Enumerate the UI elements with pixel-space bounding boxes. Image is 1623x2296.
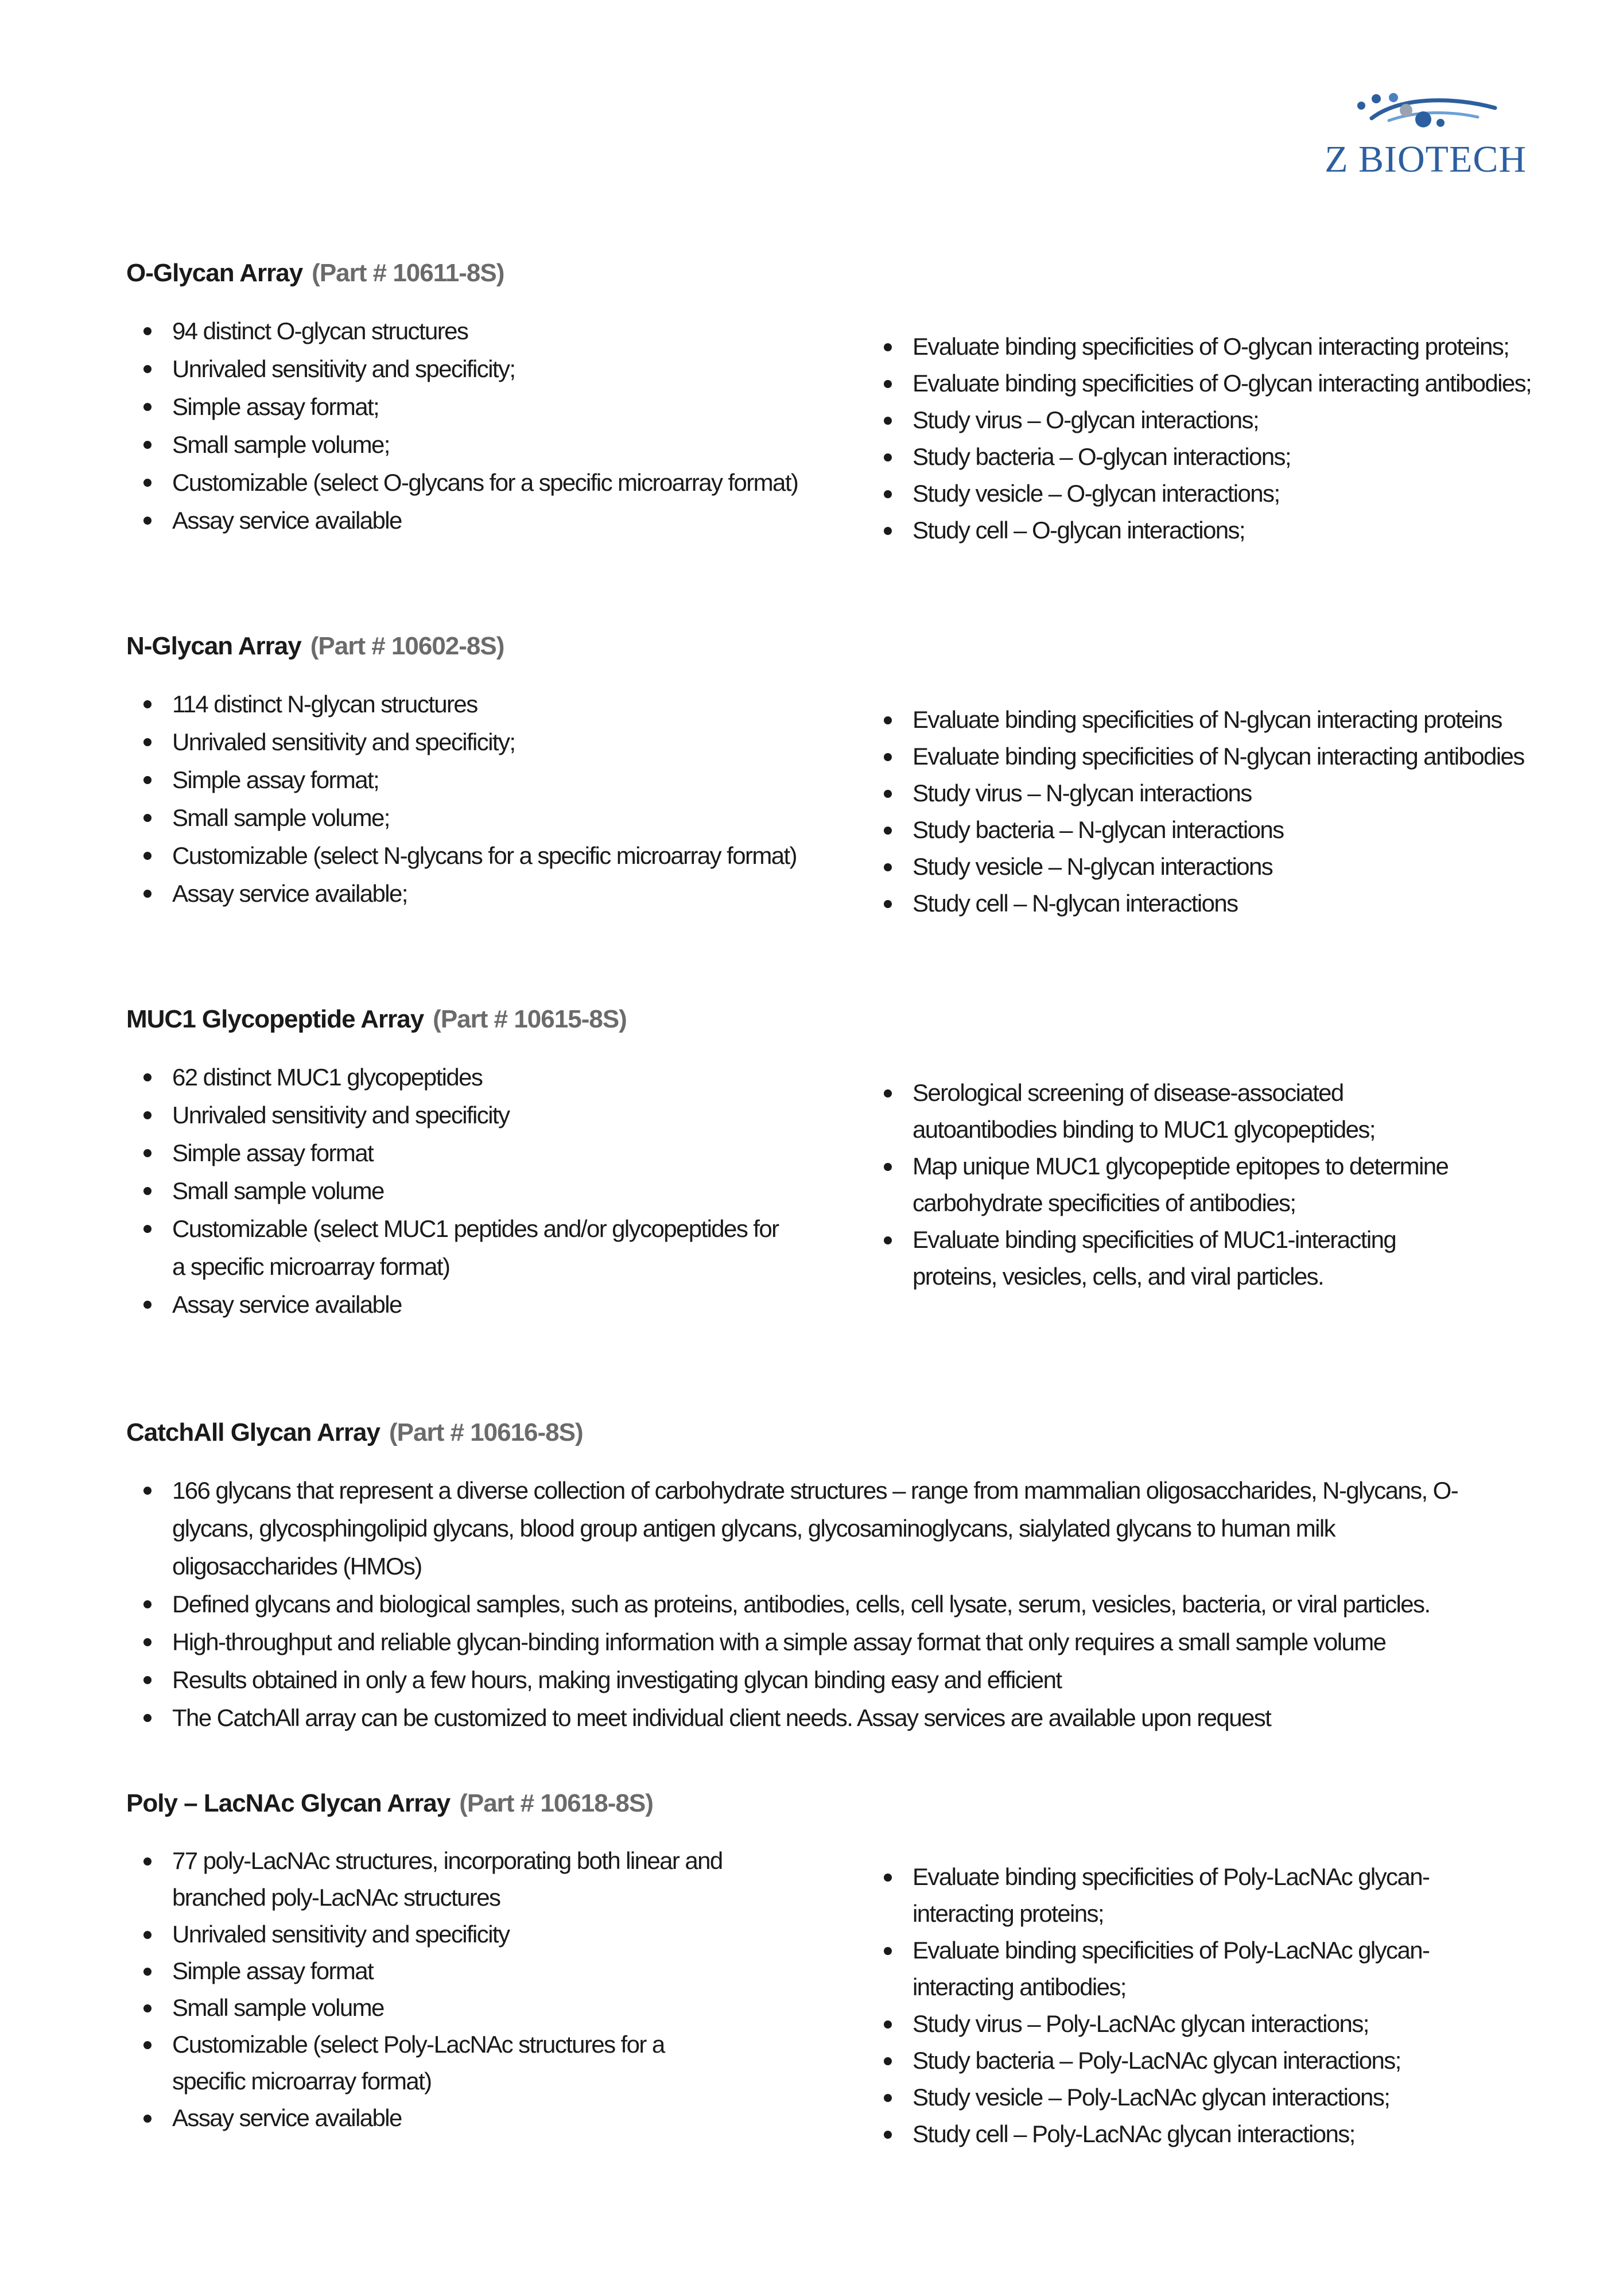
list-item: Evaluate binding specificities of Poly-LacNAc glycan-interacting antibodies;: [867, 1932, 1486, 2006]
list-item: Study cell – O-glycan interactions;: [867, 512, 1532, 549]
list-item: Evaluate binding specificities of N-glycan interacting antibodies: [867, 738, 1532, 775]
section-title: O-Glycan Array: [126, 259, 303, 287]
list-item: Study vesicle – Poly-LacNAc glycan interactions;: [867, 2079, 1486, 2116]
section-catchall-glycan-array: [126, 1417, 1515, 1731]
list-item: Study bacteria – O-glycan interactions;: [867, 439, 1532, 475]
features-list: [126, 1843, 735, 2136]
list-item: Study bacteria – N-glycan interactions: [867, 812, 1532, 848]
logo-wordmark: Z BIOTECH: [1325, 138, 1527, 180]
applications-list: [867, 701, 1532, 922]
list-item: Results obtained in only a few hours, making investigating glycan binding easy and efficient: [126, 1661, 1481, 1699]
section-title: CatchAll Glycan Array: [126, 1418, 380, 1446]
company-logo: [1314, 85, 1527, 183]
list-item: Defined glycans and biological samples, such as proteins, antibodies, cells, cell lysate, serum, vesicles, bacteria, or viral particles.: [126, 1585, 1481, 1623]
section-heading: [126, 630, 1515, 662]
list-item: 77 poly-LacNAc structures, incorporating both linear and branched poly-LacNAc structures: [126, 1843, 735, 1916]
list-item: Customizable (select MUC1 peptides and/or glycopeptides for a specific microarray format): [126, 1210, 786, 1286]
section-muc1-glycopeptide-array: [126, 1003, 1515, 1318]
list-item: Study vesicle – N-glycan interactions: [867, 848, 1532, 885]
list-item: Study virus – N-glycan interactions: [867, 775, 1532, 812]
list-item: 166 glycans that represent a diverse collection of carbohydrate structures – range from mammalian oligosaccharides, N-glycans, O-glycans, glycosphingolipid glycans, blood group antigen glycans, glycosaminoglycans, sialylated glycans to human milk oligosaccharides (HMOs): [126, 1472, 1481, 1585]
list-item: Simple assay format;: [126, 761, 815, 799]
list-item: Small sample volume: [126, 1989, 735, 2026]
list-item: Customizable (select N-glycans for a specific microarray format): [126, 837, 815, 875]
section-n-glycan-array: [126, 630, 1524, 917]
section-poly-lacnac-glycan-array: [126, 1787, 1515, 2147]
section-heading: [126, 1417, 1515, 1449]
list-item: Simple assay format;: [126, 388, 815, 426]
list-item: Study virus – Poly-LacNAc glycan interactions;: [867, 2006, 1486, 2042]
features-list: [126, 1472, 1481, 1737]
part-number: (Part # 10602-8S): [310, 632, 504, 660]
applications-list: [867, 1859, 1486, 2152]
section-o-glycan-array: [126, 257, 1532, 544]
section-title: Poly – LacNAc Glycan Array: [126, 1789, 451, 1817]
features-list: [126, 312, 815, 540]
list-item: The CatchAll array can be customized to meet individual client needs. Assay services are available upon request: [126, 1699, 1481, 1737]
list-item: Evaluate binding specificities of O-glycan interacting antibodies;: [867, 365, 1532, 402]
part-number: (Part # 10615-8S): [433, 1005, 627, 1033]
applications-list: [867, 1075, 1452, 1295]
list-item: Evaluate binding specificities of Poly-LacNAc glycan-interacting proteins;: [867, 1859, 1486, 1932]
list-item: Study bacteria – Poly-LacNAc glycan interactions;: [867, 2042, 1486, 2079]
section-heading: [126, 1787, 1515, 1820]
part-number: (Part # 10616-8S): [389, 1418, 583, 1446]
section-title: N-Glycan Array: [126, 632, 301, 660]
applications-list: [867, 328, 1532, 549]
section-heading: [126, 1003, 1515, 1035]
list-item: Unrivaled sensitivity and specificity;: [126, 350, 815, 388]
list-item: 114 distinct N-glycan structures: [126, 685, 815, 723]
list-item: Assay service available;: [126, 875, 815, 913]
features-list: [126, 685, 815, 913]
part-number: (Part # 10611-8S): [312, 259, 504, 287]
list-item: Map unique MUC1 glycopeptide epitopes to determine carbohydrate specificities of antibodies;: [867, 1148, 1452, 1221]
list-item: Study vesicle – O-glycan interactions;: [867, 475, 1532, 512]
list-item: Evaluate binding specificities of O-glycan interacting proteins;: [867, 328, 1532, 365]
list-item: Serological screening of disease-associated autoantibodies binding to MUC1 glycopeptides;: [867, 1075, 1452, 1148]
list-item: Small sample volume;: [126, 799, 815, 837]
list-item: Small sample volume: [126, 1172, 786, 1210]
list-item: High-throughput and reliable glycan-binding information with a simple assay format that only requires a small sample volume: [126, 1623, 1481, 1661]
list-item: Unrivaled sensitivity and specificity;: [126, 723, 815, 761]
part-number: (Part # 10618-8S): [459, 1789, 653, 1817]
list-item: Evaluate binding specificities of MUC1-interacting proteins, vesicles, cells, and viral particles.: [867, 1221, 1452, 1295]
list-item: Assay service available: [126, 1286, 786, 1324]
list-item: Simple assay format: [126, 1953, 735, 1989]
list-item: 94 distinct O-glycan structures: [126, 312, 815, 350]
section-title: MUC1 Glycopeptide Array: [126, 1005, 424, 1033]
list-item: Customizable (select Poly-LacNAc structures for a specific microarray format): [126, 2026, 735, 2100]
list-item: Assay service available: [126, 502, 815, 540]
list-item: Assay service available: [126, 2100, 735, 2136]
list-item: Small sample volume;: [126, 426, 815, 464]
list-item: Unrivaled sensitivity and specificity: [126, 1916, 735, 1953]
list-item: Simple assay format: [126, 1134, 786, 1172]
list-item: 62 distinct MUC1 glycopeptides: [126, 1058, 786, 1096]
molecule-swoosh-icon: [1349, 85, 1498, 131]
section-heading: [126, 257, 1515, 289]
list-item: Study virus – O-glycan interactions;: [867, 402, 1532, 439]
list-item: Unrivaled sensitivity and specificity: [126, 1096, 786, 1134]
list-item: Evaluate binding specificities of N-glycan interacting proteins: [867, 701, 1532, 738]
list-item: Customizable (select O-glycans for a specific microarray format): [126, 464, 815, 502]
list-item: Study cell – N-glycan interactions: [867, 885, 1532, 922]
list-item: Study cell – Poly-LacNAc glycan interactions;: [867, 2116, 1486, 2152]
features-list: [126, 1058, 786, 1324]
